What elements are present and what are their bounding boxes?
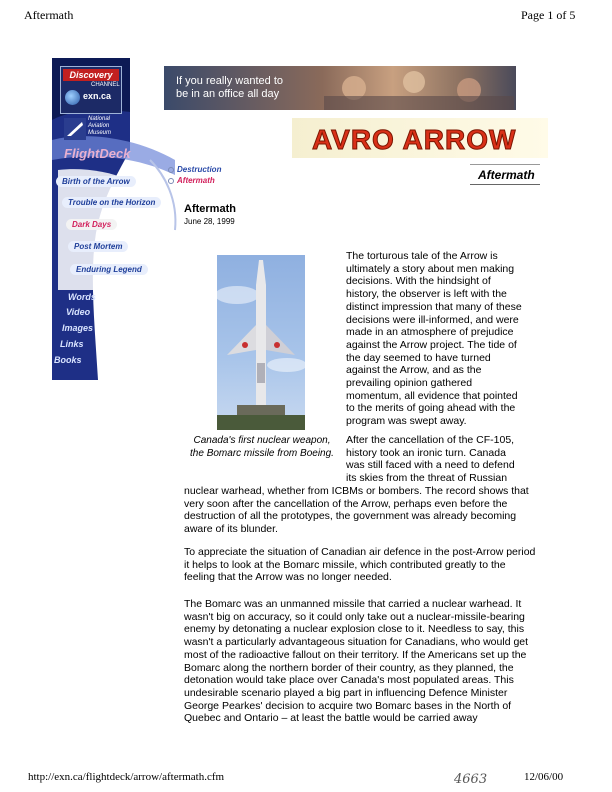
banner-ad[interactable]	[164, 66, 516, 110]
nav-dark-days[interactable]: Dark Days	[66, 219, 117, 230]
divider	[470, 164, 540, 165]
nav-books[interactable]: Books	[54, 355, 82, 365]
bomarc-missile-photo	[217, 255, 305, 430]
handwritten-note: 4663	[454, 772, 488, 787]
paragraph-1: The torturous tale of the Arrow is ultimately a story about men making decisions. With the hindsight of history, the observer is left with the distinct impression that many of these decisions were ill-informed, and were made in an atmosphere of prejudice against the Arrow project. The tide of the day seemed to have turned against the Arrow, and as the prevailing opinion gathered momentum, all evidence that pointed to the merits of going ahead with the program was swept away.	[346, 250, 522, 428]
bullet-icon	[168, 167, 174, 173]
nav-post-mortem[interactable]: Post Mortem	[68, 241, 128, 252]
subnav-aftermath[interactable]: Aftermath	[168, 176, 215, 185]
nav-words[interactable]: Words	[68, 292, 96, 302]
logo-site: exn.ca	[83, 91, 112, 101]
banner-text: If you really wanted to be in an office all day	[176, 75, 284, 100]
print-header-title: Aftermath	[24, 8, 74, 22]
missile-image	[217, 255, 305, 430]
aviation-museum-icon	[64, 118, 86, 140]
article-title: Aftermath	[184, 203, 236, 215]
nav-enduring-legend[interactable]: Enduring Legend	[70, 264, 148, 275]
nav-video[interactable]: Video	[66, 307, 91, 317]
divider	[470, 184, 540, 185]
paragraph-2-start: After the cancellation of the CF-105, history took an ironic turn. Canada was still faced with a need to defend its skies from the threat of Russian	[346, 434, 515, 485]
bullet-icon	[168, 178, 174, 184]
paragraph-3: To appreciate the situation of Canadian air defence in the post-Arrow period it helps to look at the Bomarc missile, which contributed greatly to the feeling that the Arrow was no longer needed.	[184, 546, 536, 584]
museum-label: National Aviation Museum	[88, 116, 112, 136]
print-footer-url: http://exn.ca/flightdeck/arrow/aftermath.cfm	[28, 771, 225, 783]
nav-links[interactable]: Links	[60, 339, 84, 349]
nav-trouble-on-the-horizon[interactable]: Trouble on the Horizon	[62, 197, 161, 208]
subnav-destruction[interactable]: Destruction	[168, 165, 221, 174]
nav-images[interactable]: Images	[62, 323, 94, 333]
nav-birth-of-the-arrow[interactable]: Birth of the Arrow	[56, 176, 136, 187]
print-footer-date: 12/06/00	[524, 771, 564, 783]
globe-icon	[65, 90, 80, 105]
discovery-logo[interactable]	[60, 66, 122, 114]
logo-channel: CHANNEL	[91, 82, 120, 88]
flightdeck-logo[interactable]: FlightDeck	[64, 146, 131, 161]
photo-caption: Canada's first nuclear weapon, the Bomarc missile from Boeing.	[190, 435, 334, 459]
logo-brand: Discovery	[63, 69, 119, 81]
section-title: AVRO ARROW	[312, 124, 517, 155]
print-header-page: Page 1 of 5	[521, 8, 576, 22]
section-tag: Aftermath	[478, 168, 535, 182]
article-date: June 28, 1999	[184, 217, 235, 226]
paragraph-4: The Bomarc was an unmanned missile that carried a nuclear warhead. It wasn't big on accuracy, so it could only take out a nuclear-missile-bearing enemy by detonating a nuclear explosion close to it. Needless to say, this wasn't a particularly advantageous situation for Canadians, who would get most of the radioactive fallout on their territory. If the Americans set up the Bomarc along the northern border of their country, as they planned, the detonation would take place over Canada's most populated areas. This undesirable scenario played a big part in influencing Defence Minister George Pearkes' decision to acquire two Bomarc bases in the North of Quebec and Ontario – at least the battle would be carried away	[184, 598, 529, 725]
paragraph-2-end: nuclear warhead, whether from ICBMs or bombers. The record shows that very soon after the cancellation of the Arrow, perhaps even before the destruction of all the prototypes, the government was already becoming aware of its blunder.	[184, 485, 529, 536]
